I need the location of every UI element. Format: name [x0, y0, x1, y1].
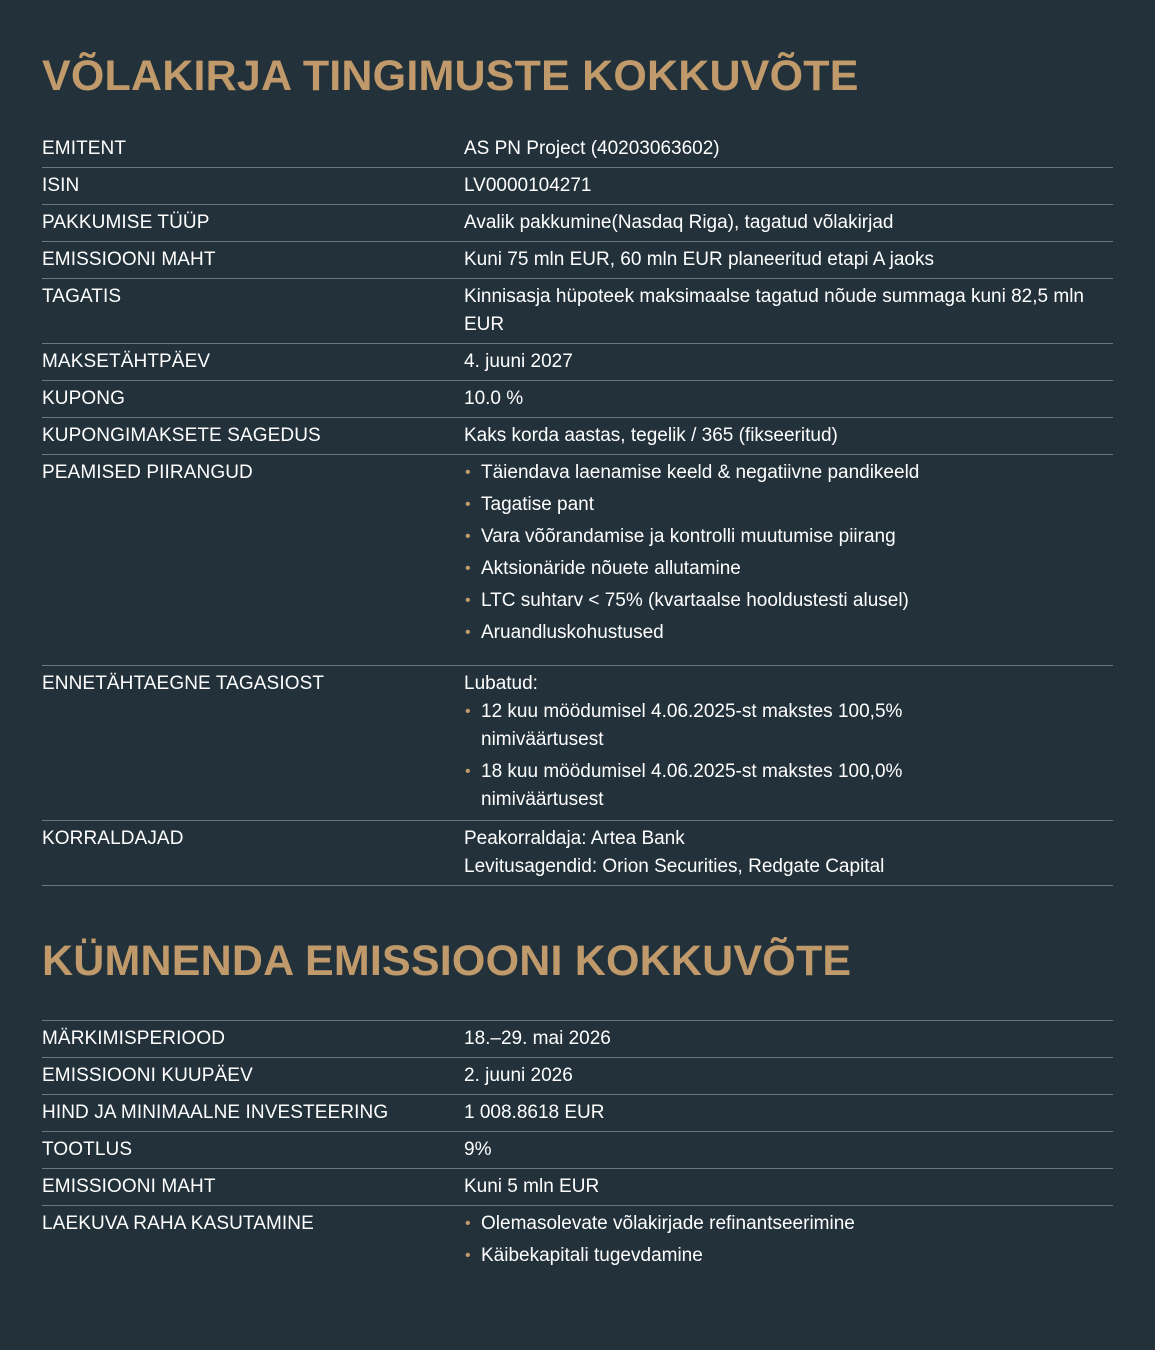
table-row-collateral [42, 279, 1113, 344]
table-row-issue-volume-2 [42, 1169, 1113, 1206]
tenth-issue-table [42, 1020, 1113, 1278]
section-title-tenth-issue: KÜMNENDA EMISSIOONI KOKKUVÕTE [42, 937, 852, 985]
table-row-subscription-period [42, 1021, 1113, 1058]
table-row-yield [42, 1132, 1113, 1169]
bond-terms-table [42, 131, 1113, 886]
row-value: LV0000104271 [464, 175, 592, 196]
row-label: MÄRKIMISPERIOOD [42, 1028, 226, 1049]
list-item: • Olemasolevate võlakirjade refinantseerimine [464, 1210, 1113, 1238]
table-row-issue-date [42, 1058, 1113, 1095]
table-row-issue-volume [42, 242, 1113, 279]
table-row-covenants [42, 455, 1113, 666]
bullet-icon: • [465, 1247, 471, 1264]
row-label: PEAMISED PIIRANGUD [42, 462, 253, 483]
row-label: ENNETÄHTAEGNE TAGASIOST [42, 673, 325, 694]
bullet-icon: • [465, 763, 471, 780]
bullet-icon: • [465, 592, 471, 609]
table-row-maturity [42, 344, 1113, 381]
row-value: Kinnisasja hüpoteek maksimaalse tagatud nõude summaga kuni 82,5 mln EUR [464, 286, 1084, 335]
row-label: KORRALDAJAD [42, 828, 184, 849]
list-item: • LTC suhtarv < 75% (kvartaalse hooldustesti alusel) [464, 587, 1113, 615]
distribution-agents: Levitusagendid: Orion Securities, Redgate Capital [464, 856, 885, 877]
row-label: PAKKUMISE TÜÜP [42, 212, 210, 233]
bullet-icon: • [465, 560, 471, 577]
row-label: EMISSIOONI MAHT [42, 1176, 216, 1197]
bullet-icon: • [465, 624, 471, 641]
row-value [464, 459, 1113, 651]
row-value: AS PN Project (40203063602) [464, 138, 720, 159]
bullet-icon: • [465, 464, 471, 481]
section-title-bond-terms: VÕLAKIRJA TINGIMUSTE KOKKUVÕTE [42, 52, 859, 100]
row-label: EMISSIOONI KUUPÄEV [42, 1065, 253, 1086]
early-redemption-list [464, 698, 1113, 814]
table-row-coupon-frequency [42, 418, 1113, 455]
row-label: EMISSIOONI MAHT [42, 249, 216, 270]
row-label: TAGATIS [42, 286, 122, 307]
bullet-icon: • [465, 496, 471, 513]
row-value: 2. juuni 2026 [464, 1065, 573, 1086]
list-item: • Käibekapitali tugevdamine [464, 1242, 1113, 1270]
row-value [464, 825, 1113, 881]
row-label: LAEKUVA RAHA KASUTAMINE [42, 1213, 314, 1234]
row-value: 1 008.8618 EUR [464, 1102, 605, 1123]
row-label: MAKSETÄHTPÄEV [42, 351, 211, 372]
table-row-emitent [42, 131, 1113, 168]
list-item: • 12 kuu möödumisel 4.06.2025-st makstes 100,5% nimiväärtusest [464, 698, 951, 754]
row-label: EMITENT [42, 138, 127, 159]
row-value: 9% [464, 1139, 492, 1160]
row-value: 10.0 % [464, 388, 524, 409]
covenants-list [464, 459, 1113, 647]
row-label: KUPONG [42, 388, 125, 409]
list-item: • 18 kuu möödumisel 4.06.2025-st makstes 100,0% nimiväärtusest [464, 758, 951, 814]
table-row-early-redemption [42, 666, 1113, 821]
row-value: Kuni 75 mln EUR, 60 mln EUR planeeritud etapi A jaoks [464, 249, 934, 270]
row-value [464, 670, 1113, 818]
bullet-icon: • [465, 528, 471, 545]
table-row-arrangers [42, 821, 1113, 886]
row-label: ISIN [42, 175, 80, 196]
row-value: Avalik pakkumine(Nasdaq Riga), tagatud võlakirjad [464, 212, 894, 233]
row-value: 18.–29. mai 2026 [464, 1028, 611, 1049]
table-row-price [42, 1095, 1113, 1132]
early-redemption-intro: Lubatud: [464, 673, 538, 694]
table-row-use-of-proceeds [42, 1206, 1113, 1278]
row-label: KUPONGIMAKSETE SAGEDUS [42, 425, 321, 446]
table-row-isin [42, 168, 1113, 205]
bullet-icon: • [465, 703, 471, 720]
list-item: • Tagatise pant [464, 491, 1113, 519]
use-of-proceeds-list [464, 1210, 1113, 1270]
bullet-icon: • [465, 1215, 471, 1232]
row-value: Kaks korda aastas, tegelik / 365 (fikseeritud) [464, 425, 838, 446]
lead-arranger: Peakorraldaja: Artea Bank [464, 828, 685, 849]
row-value: 4. juuni 2027 [464, 351, 573, 372]
table-row-offer-type [42, 205, 1113, 242]
list-item: • Aktsionäride nõuete allutamine [464, 555, 1113, 583]
row-label: HIND JA MINIMAALNE INVESTEERING [42, 1102, 389, 1123]
row-value [464, 1210, 1113, 1274]
list-item: • Täiendava laenamise keeld & negatiivne pandikeeld [464, 459, 1113, 487]
row-label: TOOTLUS [42, 1139, 133, 1160]
list-item: • Vara võõrandamise ja kontrolli muutumise piirang [464, 523, 1113, 551]
table-row-coupon [42, 381, 1113, 418]
row-value: Kuni 5 mln EUR [464, 1176, 600, 1197]
list-item: • Aruandluskohustused [464, 619, 1113, 647]
